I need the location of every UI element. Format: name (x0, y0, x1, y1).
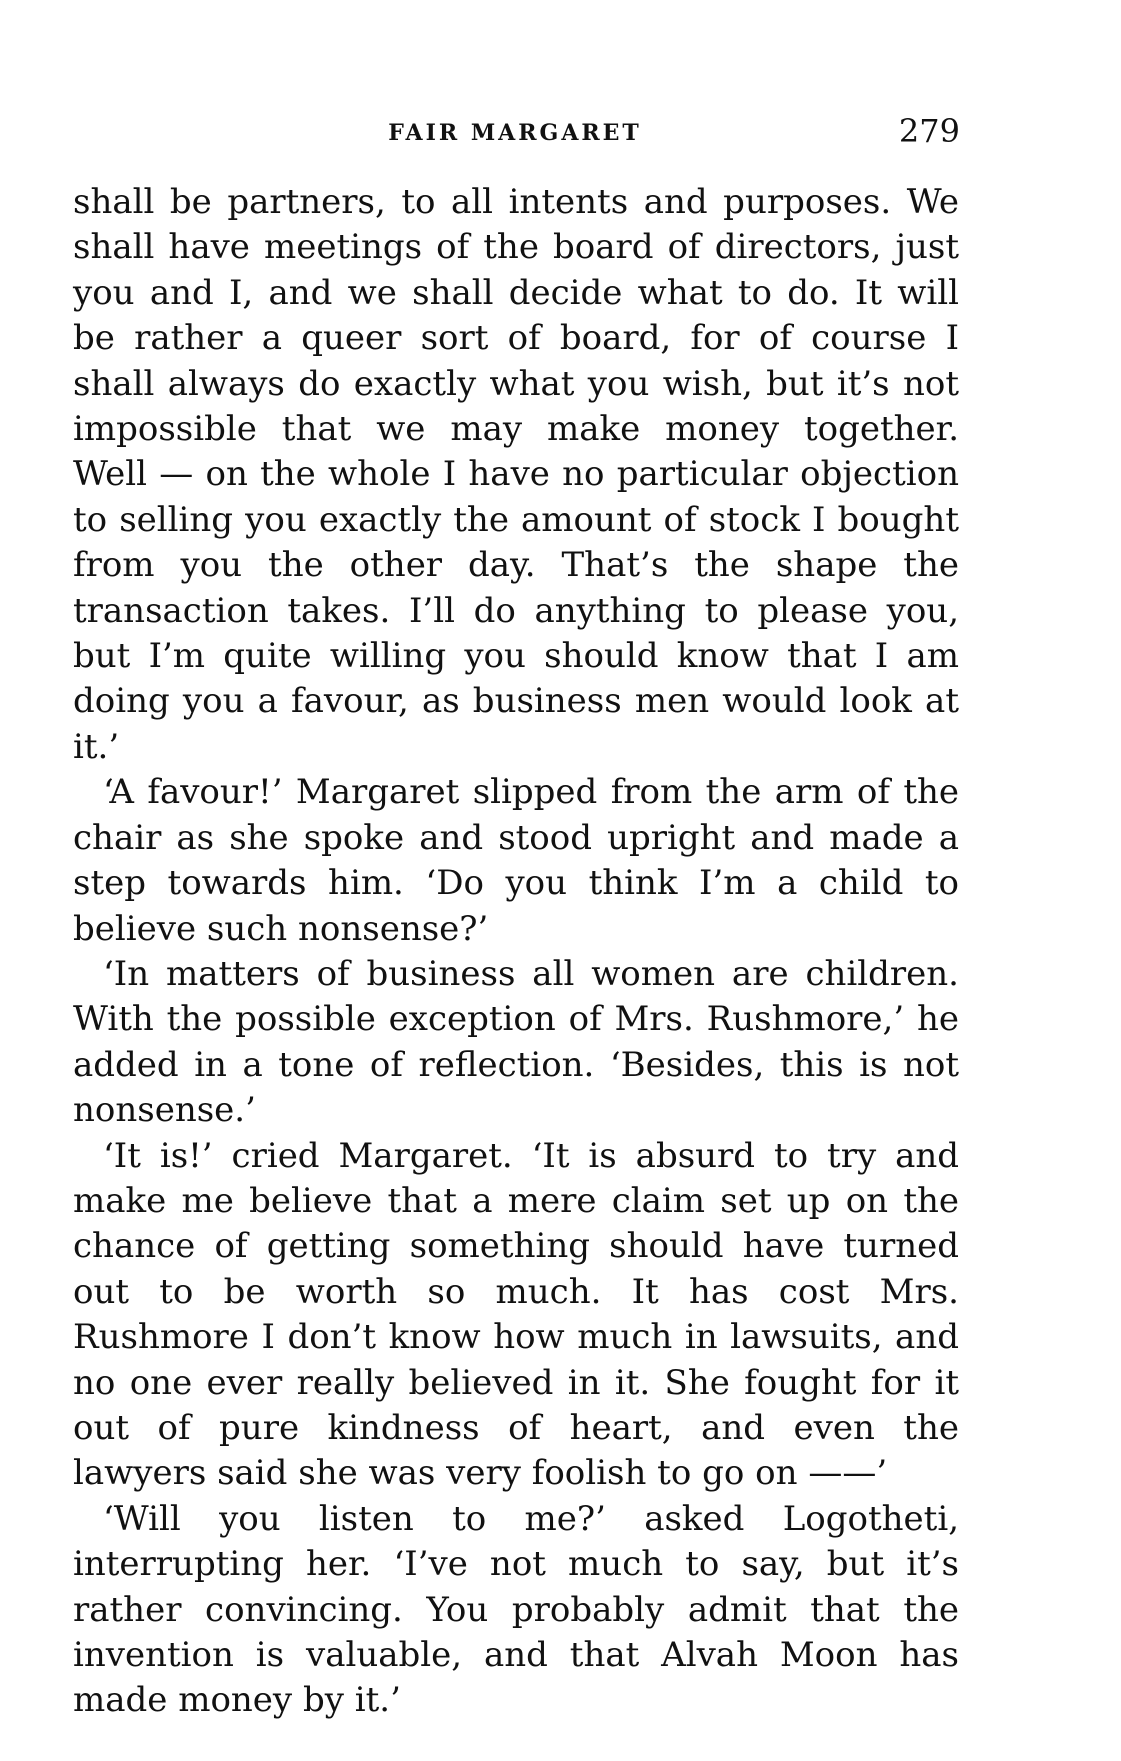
paragraph: ‘It is!’ cried Margaret. ‘It is absurd to try and make me believe that a mere claim set up on the chance of getting something should have turned out to be worth so much. It has cost Mrs. Rushmore I don’t know how much in lawsuits, and no one ever really believed in it. She fought for it out of pure kindness of heart, and even the lawyers said she was very foolish to go on ——’ (73, 1135, 959, 1494)
page-number: 279 (898, 112, 960, 150)
paragraph: ‘Will you listen to me?’ asked Logotheti, interrupting her. ‘I’ve not much to say, but it’s rather convincing. You probably admit that the invention is valuable, and that Alvah Moon has made money by it.’ (73, 1498, 959, 1721)
running-title: FAIR MARGARET (388, 120, 642, 146)
running-head (70, 112, 960, 152)
paragraph: shall be partners, to all intents and purposes. We shall have meetings of the board of directors, just you and I, and we shall decide what to do. It will be rather a queer sort of board, for of course I shall always do exactly what you wish, but it’s not impossible that we may make money together. Well — on the whole I have no particular objection to selling you exactly the amount of stock I bought from you the other day. That’s the shape the transaction takes. I’ll do anything to please you, but I’m quite willing you should know that I am doing you a favour, as business men would look at it.’ (73, 182, 959, 767)
paragraph: ‘A favour!’ Margaret slipped from the arm of the chair as she spoke and stood upright and made a step towards him. ‘Do you think I’m a child to believe such nonsense?’ (73, 772, 959, 949)
paragraph: ‘In matters of business all women are children. With the possible exception of Mrs. Rushmore,’ he added in a tone of reflection. ‘Besides, this is not nonsense.’ (73, 953, 959, 1131)
body-text (73, 180, 959, 1724)
